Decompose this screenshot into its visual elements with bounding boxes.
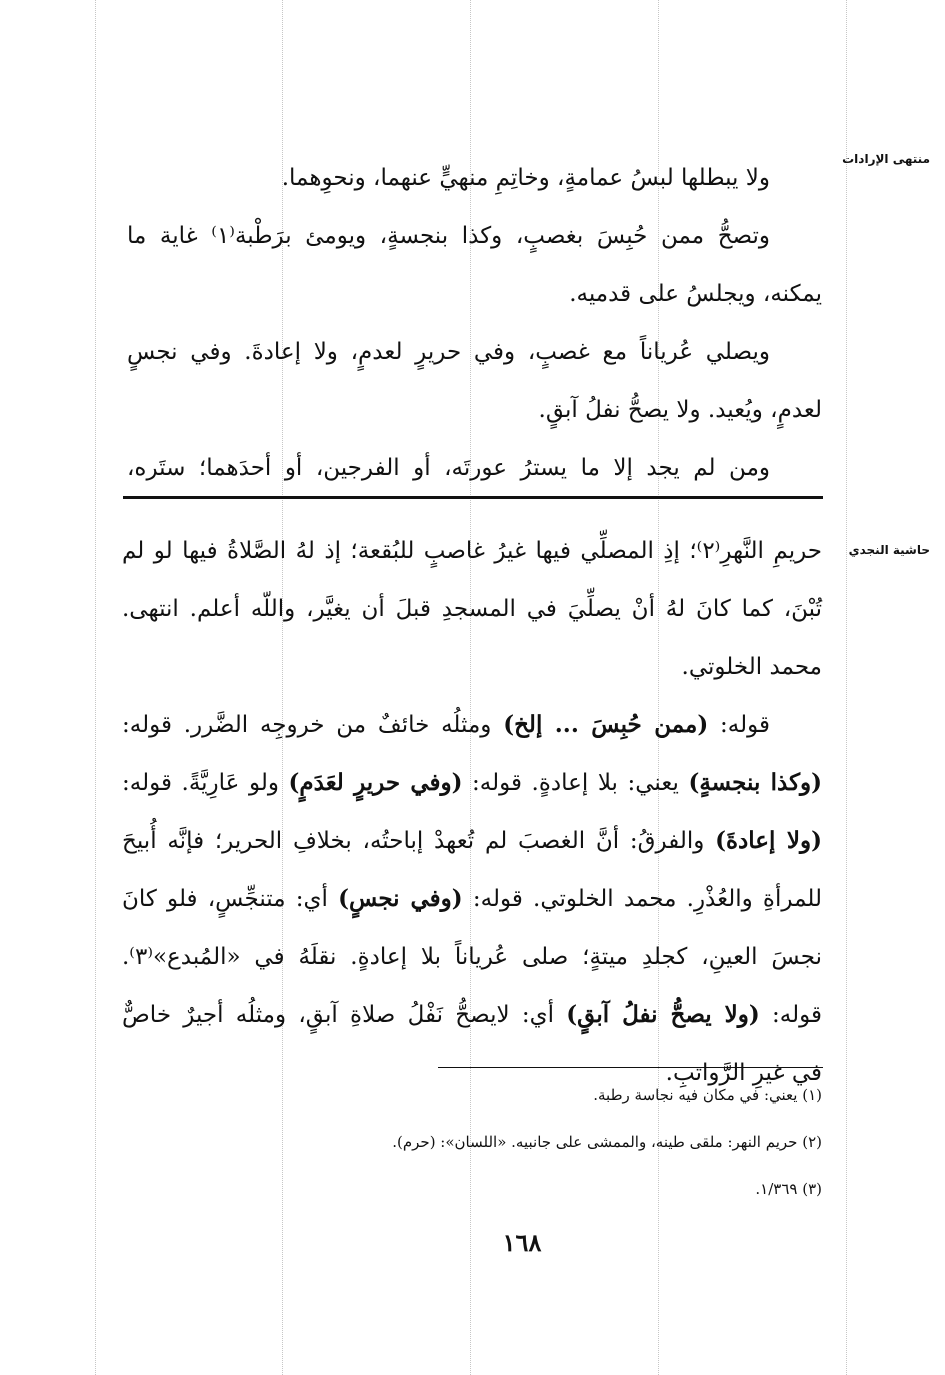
hashiya-line (122, 928, 822, 986)
text-run: للمرأةِ والعُذْرِ. محمد الخلوتي. قوله: (462, 886, 822, 912)
quoted-phrase: (ولا إعادةَ) (715, 827, 822, 854)
quoted-phrase: (وفي نجسٍ) (338, 885, 463, 912)
text-run: ومثلُه خائفٌ من خروجِه الضَّرر. قوله: (122, 712, 504, 738)
hashiya-line (122, 812, 822, 870)
matn-text (127, 149, 822, 497)
side-label-hashiya: حاشية النجدي (848, 543, 930, 557)
hashiya-text (122, 522, 822, 1102)
quoted-phrase: (ممن حُبِسَ ... إلخ) (503, 711, 709, 738)
matn-line: ولا يبطلها لبسُ عمامةٍ، وخاتِمِ منهيٍّ عنهما، ونحوِهما. (281, 165, 770, 191)
text-run: قوله: (759, 1002, 822, 1028)
scan-line (846, 0, 847, 1375)
hashiya-line (122, 754, 822, 812)
side-label-matn: منتهى الإرادات (842, 152, 930, 166)
text-run: نجسَ العينِ، كجلدِ ميتةٍ؛ صلى عُرياناً بلا إعادةٍ. نقلَهُ في «المُبدع»⁽٣⁾. (122, 944, 822, 970)
text-run: في غيرِ الرَّواتبِ. (665, 1060, 822, 1086)
matn-line: لعدمٍ، ويُعيد. ولا يصحُّ نفلُ آبقٍ. (538, 397, 822, 423)
quoted-phrase: (وكذا بنجسةٍ) (688, 769, 823, 796)
text-run: والفرقُ: أنَّ الغصبَ لم تُعهدْ إباحتُه، بخلافِ الحرير؛ فإنَّه أُبيحَ (122, 828, 716, 854)
matn-line: وتصحُّ ممن حُبِسَ بغصبٍ، وكذا بنجسةٍ، ويومئ برَطْبة⁽١⁾ غاية ما (127, 223, 770, 249)
hashiya-line: حريمِ النَّهرِ⁽٢⁾؛ إذِ المصلِّي فيها غيرُ غاصبٍ للبُقعة؛ إذ لهُ الصَّلاةُ فيها لو لم (122, 538, 822, 564)
text-run: ولو عَارِيَّةً. قوله: (122, 770, 289, 796)
matn-line: يمكنه، ويجلسُ على قدميه. (569, 281, 822, 307)
footnote: (٣) ١/٣٦٩. (755, 1180, 822, 1198)
hashiya-line (122, 696, 822, 754)
scan-line (95, 0, 96, 1375)
text-run: أي: متنجِّسٍ، فلو كانَ (122, 886, 339, 912)
hashiya-line: محمد الخلوتي. (681, 654, 822, 680)
hashiya-line: تُبْنَ، كما كانَ لهُ أنْ يصلِّيَ في المسجدِ قبلَ أن يغيَّر، واللّه أعلم. انتهى. (122, 596, 822, 622)
footnote: (٢) حريم النهر: ملقى طينه، والممشى على جانبيه. «اللسان»: (حرم). (392, 1133, 822, 1151)
footnote-divider (438, 1067, 823, 1068)
quoted-phrase: (وفي حريرٍ لعَدَمٍ) (288, 769, 463, 796)
matn-line: ومن لم يجد إلا ما يسترُ عورتَه، أو الفرجين، أو أحدَهما؛ ستَره، (127, 455, 770, 481)
section-divider (123, 496, 823, 499)
hashiya-line (122, 870, 822, 928)
text-run: يعني: بلا إعادةٍ. قوله: (462, 770, 689, 796)
quoted-phrase: (ولا يصحُّ نفلُ آبقٍ) (566, 1001, 760, 1028)
footnote: (١) يعني: في مكان فيه نجاسة رطبة. (593, 1086, 822, 1104)
page-number: ١٦٨ (502, 1228, 542, 1257)
hashiya-line (122, 986, 822, 1044)
footnotes (122, 1072, 822, 1213)
matn-line: ويصلي عُرياناً مع غصبٍ، وفي حريرٍ لعدمٍ، ولا إعادةَ. وفي نجسٍ (127, 339, 770, 365)
text-run: قوله: (708, 712, 770, 738)
text-run: أي: لايصحُّ نَفْلُ صلاةِ آبقٍ، ومثلُه أجيرٌ خاصٌّ (122, 1002, 567, 1028)
